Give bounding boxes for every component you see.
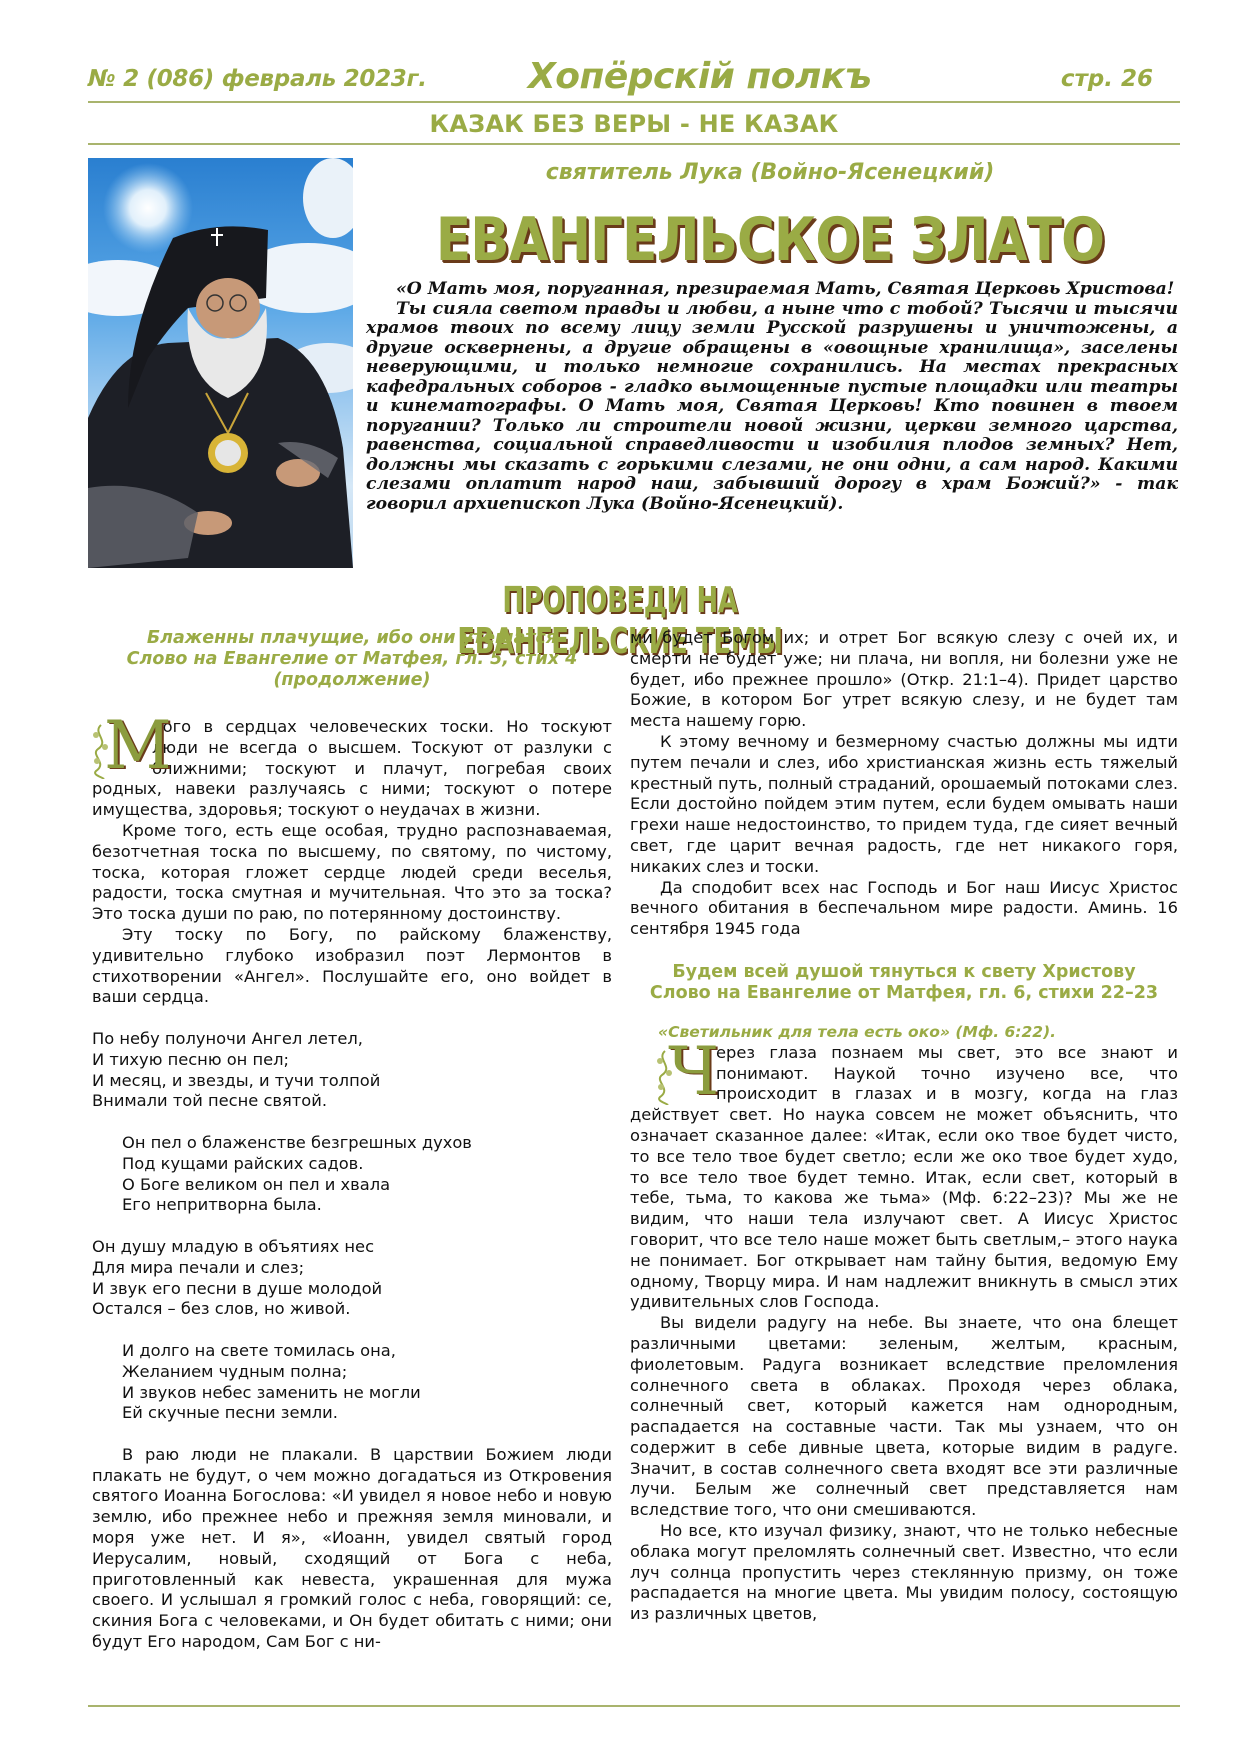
poem-stanza-2: Он пел о блаженстве безгрешных духов Под кущами райских садов. О Боге великом он пел и хвала Его непритворна была. (122, 1132, 472, 1215)
sermon2-title: Будем всей душой тянуться к свету Христову (672, 961, 1136, 982)
masthead (88, 56, 1178, 98)
sermon2-source: Слово на Евангелие от Матфея, гл. 6, стихи 22–23 (649, 982, 1159, 1003)
sermons-title: ПРОПОВЕДИ НА ЕВАНГЕЛЬСКИЕ ТЕМЫ (457, 580, 783, 662)
issue-number: № 2 (086) февраль 2023г. (88, 66, 427, 92)
drop-cap-ch: Ч (654, 1045, 706, 1105)
quote-paragraph: Ты сияла светом правды и любви, а ныне что с тобой? Тысячи и тысячи храмов твоих по всему лицу земли Русской разрушены и уничтожены, а другие осквернены, а другие обращены в «овощные хранилища», заселены неверующими, и только немногие сохранились. На местах прекрасных кафедральных соборов - гладко вымощенные пустые площадки или театры и кинематографы. О Мать моя, Святая Церковь! Кто повинен в твоем поругании? Только ли строители новой жизни, церкви земного царства, равенства, социальной справедливости и изобилия плодов земных? Нет, должны мы сказать с горькими слезами, не они одни, а сам народ. Какими слезами оплатит народ наш, забывший дорогу в храм Божий?» - так говорил архиепископ Лука (Войно-Ясенецкий). (366, 298, 1178, 514)
feature-title: ЕВАНГЕЛЬСКОЕ ЗЛАТО (435, 205, 1105, 275)
sermon1-heading (92, 628, 612, 691)
sermon1-first-paragraph: М ного в сердцах человеческих тоски. Но тоскуют люди не всегда о высшем. Тоскуют от разлуки с ближними; тоскуют и плачут, погребая своих родных, навеки разлучаясь с ними; тоскуют о потере имущества, здоровья; тоскуют о неудачах в жизни. (92, 707, 612, 820)
newspaper-title: Хопёрскій полкъ (528, 56, 872, 97)
page-number: стр. 26 (1060, 66, 1153, 92)
author-line: святитель Лука (Войно-Ясенецкий) (545, 160, 995, 185)
quote-paragraph: «О Мать моя, поруганная, презираемая Мать, Святая Церковь Христова! (396, 279, 1175, 299)
portrait-photo (88, 158, 353, 568)
sermon2-paragraph: Но все, кто изучал физику, знают, что не только небесные облака могут преломлять солнечный свет. Известно, что если луч солнца пропустить через стеклянную призму, он тоже распадается на многие цвета. Мы увидим полосу, состоящую из различных цветов, (630, 1521, 1178, 1624)
sermon2-heading (630, 962, 1178, 1004)
masthead-divider (88, 101, 1180, 103)
sermon2-paragraph: Вы видели радугу на небе. Вы знаете, что она блещет различными цветами: зеленым, желтым, красным, фиолетовым. Радуга возникает вследствие преломления солнечного света в облаках. Проходя через облака, солнечный свет, который кажется нам однородным, распадается на составные части. Так мы узнаем, что он содержит в себе дивные цвета, которые видим в радуге. Значит, в состав солнечного света входят все эти различные лучи. Белым же солнечный свет представляется нам вследствие того, что они смешиваются. (630, 1313, 1178, 1520)
right-column (630, 628, 1178, 1625)
sermon1-paragraph: Эту тоску по Богу, по райскому блаженству, удивительно глубоко изобразил поэт Лермонтов в стихотворении «Ангел». Послушайте его, оно войдет в ваши сердца. (92, 924, 612, 1007)
sermon1-paragraph: К этому вечному и безмерному счастью должны мы идти путем печали и слез, ибо христианская жизнь есть тяжелый крестный путь, полный страданий, орошаемый потоками слез. Если достойно пойдем этим путем, если будем омывать наши грехи наше недостоинство, то придем туда, где сияет вечный свет, где царит вечная радость, где нет никакого горя, никаких слез и тоски. (630, 731, 1178, 876)
sermon1-title: Блаженны плачущие, ибо они утешатся (146, 628, 558, 648)
poem-stanza-1: По небу полуночи Ангел летел, И тихую песню он пел; И месяц, и звезды, и тучи толпой Внимали той песне святой. (92, 1028, 381, 1111)
feature-quote (366, 280, 1178, 514)
footer-divider (88, 1705, 1180, 1707)
sermon1-paragraph-continued: ми будет Богом их; и отрет Бог всякую слезу с очей их, и смерти не будет уже; ни плача, ни вопля, ни болезни уже не будет, ибо прежнее прошло» (Откр. 21:1–4). Придет царство Божие, в котором Бог утрет всякую слезу, и не будет там места нашему горю. (630, 628, 1178, 731)
sermon1-continuation: (продолжение) (273, 670, 431, 690)
sermon2-first-paragraph: Ч ерез глаза познаем мы свет, это все знают и понимают. Наукой точно изучено все, что происходит в глазах и в мозгу, когда на глаз действует свет. Но наука совсем не может объяснить, что означает сказанное далее: «Итак, если око твое будет чисто, то все тело твое будет светло; если же око твое будет худо, то все тело твое будет темно. Итак, если свет, который в тебе, тьма, то какова же тьма» (Мф. 6:22–23)? Мы же не видим, что наши тела излучают свет. А Иисус Христос говорит, что все тело наше может быть светлым,– этого наука не понимает. Бог открывает нам тайну бытия, ведомую Ему одному, Творцу мира. И нам надлежит вникнуть в смысл этих удивительных слов Господа. (630, 1032, 1178, 1312)
sermon1-paragraph: Кроме того, есть еще особая, трудно распознаваемая, безотчетная тоска по высшему, по святому, по чистому, тоска, которая гложет сердце людей среди веселья, радости, тоска смутная и мучительная. Что это за тоска? Это тоска души по раю, по потерянному достоинству. (92, 820, 612, 924)
sermon1-source: Слово на Евангелие от Матфея, гл. 5, стих 4 (126, 649, 578, 669)
drop-cap-m: М (90, 719, 142, 779)
poem-stanza-4: И долго на свете томилась она, Желанием чудным полна; И звуков небес заменить не могли Ей скучные песни земли. (122, 1340, 421, 1423)
sermon2-epigraph: «Светильник для тела есть око» (Мф. 6:22). (658, 1022, 1057, 1041)
poem-stanza-3: Он душу младую в объятиях нес Для мира печали и слез; И звук его песни в душе молодой Остался – без слов, но живой. (92, 1236, 383, 1319)
portrait-illustration (88, 158, 353, 568)
section-title: КАЗАК БЕЗ ВЕРЫ - НЕ КАЗАК (429, 110, 839, 138)
sermon1-paragraph: В раю люди не плакали. В царствии Божием люди плакать не будут, о чем можно догадаться из Откровения святого Иоанна Богослова: «И увидел я новое небо и новую землю, ибо прежнее небо и прежняя земля миновали, и моря уже нет. И я», «Иоанн, увидел святый город Иерусалим, новый, сходящий от Бога с неба, приготовленный как невеста, украшенная для мужа своего. И услышал я громкий голос с неба, говорящий: се, скиния Бога с человеками, и Он будет обитать с ними; они будут Его народом, Сам Бог с ни- (92, 1444, 612, 1652)
section-divider (88, 143, 1180, 145)
left-column (92, 628, 612, 1653)
sermon1-closing: Да сподобит всех нас Господь и Бог наш Иисус Христос вечного обитания в беспечальном мире радости. Аминь. 16 сентября 1945 года (630, 877, 1178, 939)
